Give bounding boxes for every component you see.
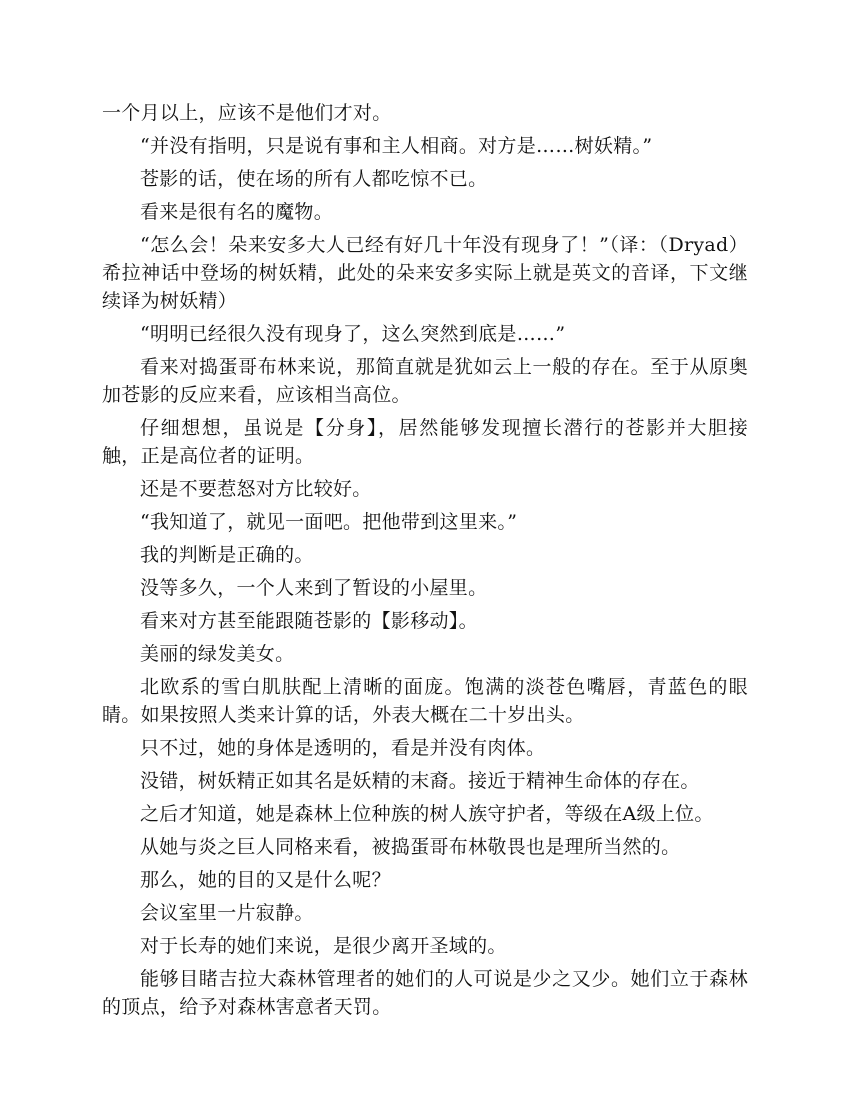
paragraph: 对于长寿的她们来说，是很少离开圣域的。 — [140, 935, 507, 957]
paragraph: 那么，她的目的又是什么呢？ — [140, 869, 391, 891]
paragraph: 仔细想想，虽说是【分身】，居然能够发现擅长潜行的苍影并大胆接触，正是高位者的证明。 — [102, 417, 748, 467]
paragraph: 从她与炎之巨人同格来看，被捣蛋哥布林敬畏也是理所当然的。 — [140, 836, 681, 858]
paragraph: 美丽的绿发美女。 — [140, 643, 295, 665]
paragraph: 能够目睹吉拉大森林管理者的她们的人可说是少之又少。她们立于森林的顶点，给予对森林害意者天罚。 — [102, 968, 748, 1018]
paragraph: 北欧系的雪白肌肤配上清晰的面庞。饱满的淡苍色嘴唇，青蓝色的眼睛。如果按照人类来计算的话，外表大概在二十岁出头。 — [102, 676, 748, 726]
paragraph: 只不过，她的身体是透明的，看是并没有肉体。 — [140, 737, 546, 759]
paragraph: 之后才知道，她是森林上位种族的树人族守护者，等级在A级上位。 — [140, 803, 714, 825]
paragraph: 一个月以上，应该不是他们才对。 — [102, 102, 392, 124]
paragraph: 还是不要惹怒对方比较好。 — [140, 478, 372, 500]
paragraph-with-translator-note: “怎么会！朵来安多大人已经有好几十年没有现身了！”（译：（Dryad）希拉神话中登场的树妖精，此处的朵来安多实际上就是英文的音译，下文继续译为树妖精） — [102, 234, 748, 312]
paragraph: 看来对捣蛋哥布林来说，那简直就是犹如云上一般的存在。至于从原奥加苍影的反应来看，应该相当高位。 — [102, 356, 748, 406]
paragraph: 没错，树妖精正如其名是妖精的末裔。接近于精神生命体的存在。 — [140, 770, 700, 792]
paragraph: 看来对方甚至能跟随苍影的【影移动】。 — [140, 610, 478, 632]
paragraph: 我的判断是正确的。 — [140, 544, 314, 566]
paragraph: 没等多久，一个人来到了暂设的小屋里。 — [140, 577, 488, 599]
paragraph: “并没有指明，只是说有事和主人相商。对方是……树妖精。” — [140, 135, 653, 157]
paragraph: 会议室里一片寂静。 — [140, 902, 314, 924]
paragraph: 苍影的话，使在场的所有人都吃惊不已。 — [140, 168, 488, 190]
paragraph: “我知道了，就见一面吧。把他带到这里来。” — [140, 511, 518, 533]
paragraph: 看来是很有名的魔物。 — [140, 201, 334, 223]
document-page — [102, 99, 748, 1026]
paragraph: “明明已经很久没有现身了，这么突然到底是……” — [140, 323, 566, 345]
